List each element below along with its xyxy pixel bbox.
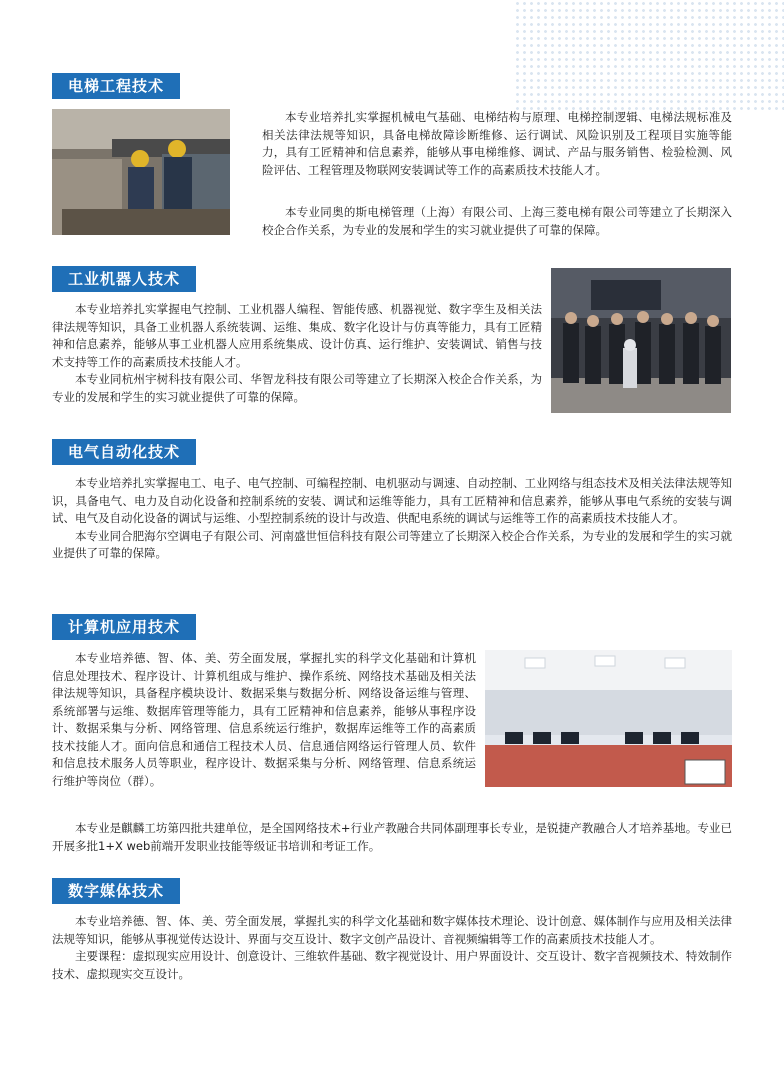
section-title-robotics: 工业机器人技术 xyxy=(52,266,196,292)
paragraph: 本专业培养扎实掌握电工、电子、电气控制、可编程控制、电机驱动与调速、自动控制、工业网络与组态技术及相关法律法规等知识，具备电气、电力及自动化设备和控制系统的安装、调试和运维等能力，具有工匠精神和信息素养，能够从事电气系统的安装与调试、电气及自动化设备的调试与运维、小型控制系统的设计与改造、供配电系统的调试与运维等工作的高素质技术技能人才。 xyxy=(52,476,732,525)
paragraph: 本专业同杭州宇树科技有限公司、华智龙科技有限公司等建立了长期深入校企合作关系，为专业的发展和学生的实习就业提供了可靠的保障。 xyxy=(52,372,542,404)
paragraph: 本专业同合肥海尔空调电子有限公司、河南盛世恒信科技有限公司等建立了长期深入校企合作关系，为专业的发展和学生的实习就业提供了可靠的保障。 xyxy=(52,528,732,560)
elevator-training-photo xyxy=(52,109,230,235)
paragraph: 本专业培养扎实掌握机械电气基础、电梯结构与原理、电梯控制逻辑、电梯法规标准及相关法律法规等知识，具备电梯故障诊断维修、运行调试、风险识别及工程项目实施等能力，具有工匠精神和信息素养，能够从事电梯维修、调试、产品与服务销售、检验检测、风险评估、工程管理及物联网安装调试等工作的高素质技术技能人才。 xyxy=(262,110,732,177)
robotics-group-photo xyxy=(551,268,731,413)
paragraph: 主要课程：虚拟现实应用设计、创意设计、三维软件基础、数字视觉设计、用户界面设计、交互设计、数字音视频技术、特效制作技术、虚拟现实交互设计。 xyxy=(52,949,732,981)
section-title-electrical: 电气自动化技术 xyxy=(52,439,196,465)
paragraph: 本专业培养扎实掌握电气控制、工业机器人编程、智能传感、机器视觉、数字孪生及相关法律法规等知识，具备工业机器人系统装调、运维、集成、数字化设计与仿真等能力，具有工匠精神和信息素养，能够从事工业机器人应用系统集成、设计仿真、运行维护、安装调试、销售与技术支持等工作的高素质技术技能人才。 xyxy=(52,302,542,369)
section-body-electrical xyxy=(52,475,732,563)
section-title-computer: 计算机应用技术 xyxy=(52,614,196,640)
paragraph: 本专业培养德、智、体、美、劳全面发展，掌握扎实的科学文化基础和数字媒体技术理论、设计创意、媒体制作与应用及相关法律法规等知识，能够从事视觉传达设计、界面与交互设计、数字文创产品设计、音视频编辑等工作的高素质技术技能人才。 xyxy=(52,914,732,946)
paragraph: 本专业同奥的斯电梯管理（上海）有限公司、上海三菱电梯有限公司等建立了长期深入校企合作关系，为专业的发展和学生的实习就业提供了可靠的保障。 xyxy=(262,205,732,237)
paragraph: 本专业培养德、智、体、美、劳全面发展，掌握扎实的科学文化基础和计算机信息处理技术、程序设计、计算机组成与维护、操作系统、网络技术基础及相关法律法规等知识，具备程序模块设计、数据采集与数据分析、网络设备运维与管理、系统部署与运维、数据库管理等能力，具有工匠精神和信息素养，能够从事程序设计、数据采集与分析、网络管理、信息系统运行维护，数据库运维等工作的高素质技术技能人才。面向信息和通信工程技术人员、信息通信网络运行管理人员、软件和信息技术服务人员等职业，程序设计、数据采集与分析、网络管理、信息系统运行维护等岗位（群）。 xyxy=(52,651,476,788)
section-body-digital-media xyxy=(52,913,732,983)
section-body-computer xyxy=(52,650,476,790)
paragraph: 本专业是麒麟工坊第四批共建单位，是全国网络技术+行业产教融合共同体副理事长专业，是锐捷产教融合人才培养基地。专业已开展多批1+X web前端开发职业技能等级证书培训和考证工作。 xyxy=(52,821,732,853)
section-body-computer-2 xyxy=(52,820,732,855)
section-title-digital-media: 数字媒体技术 xyxy=(52,878,180,904)
decorative-dot-pattern xyxy=(514,0,784,110)
section-body-robotics xyxy=(52,301,542,406)
section-body-elevator xyxy=(262,109,732,179)
section-body-elevator-2 xyxy=(262,204,732,239)
computer-lab-photo xyxy=(485,650,732,787)
section-title-elevator: 电梯工程技术 xyxy=(52,73,180,99)
